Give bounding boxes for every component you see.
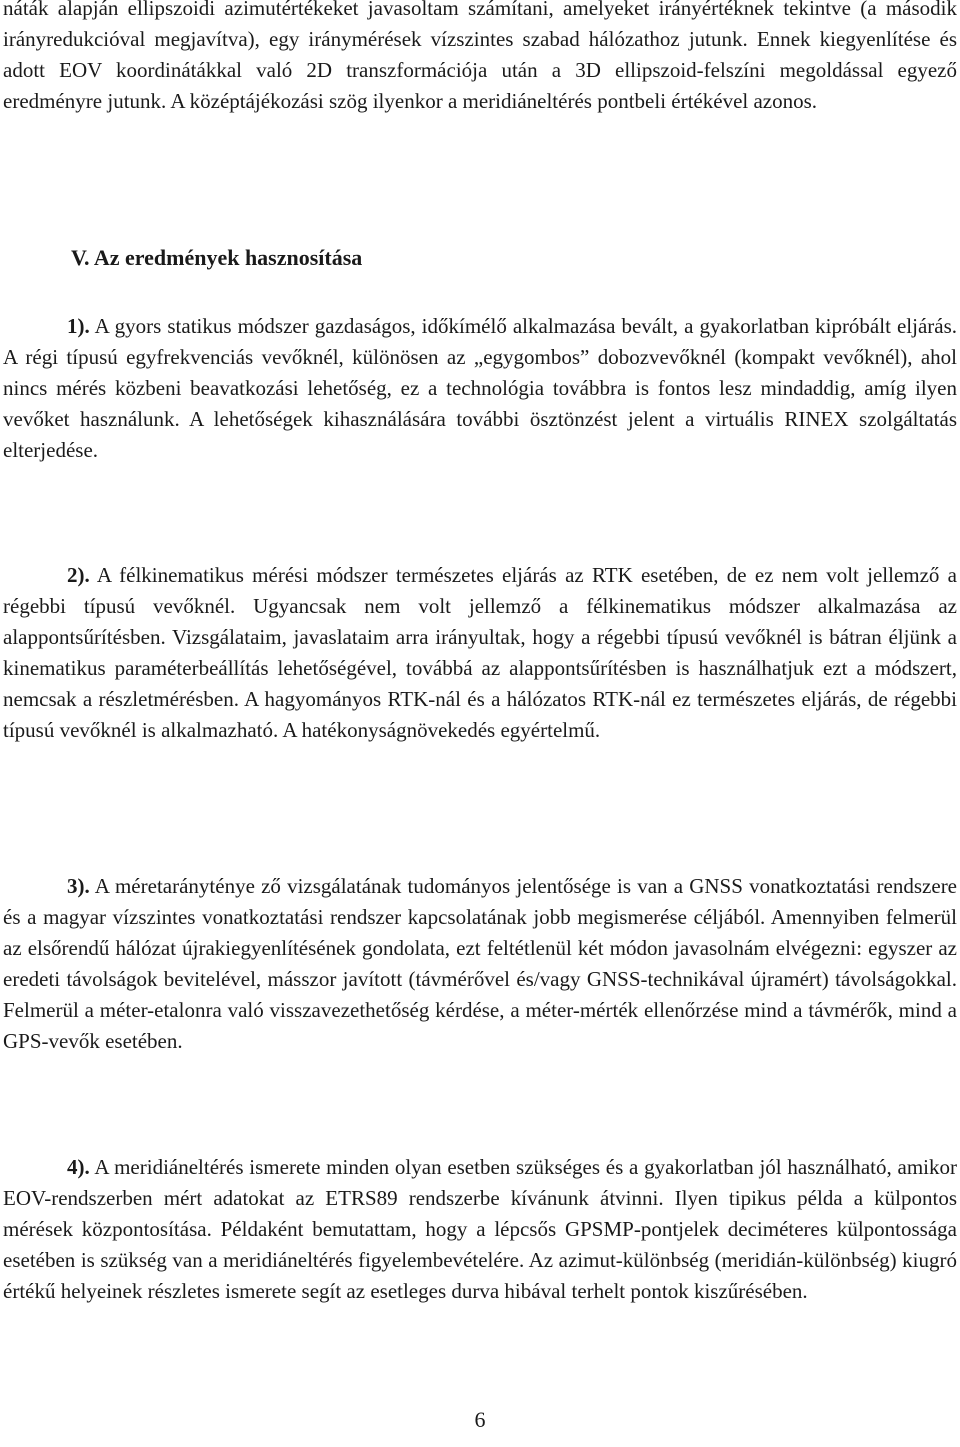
result-item-1-number: 1). [67,314,90,338]
result-item-1 [3,311,957,466]
result-item-3 [3,871,957,1057]
result-item-4 [3,1152,957,1307]
result-item-3-number: 3). [67,874,90,898]
result-item-3-text: A méretarányténye ző vizsgálatának tudományos jelentősége is van a GNSS vonatkoztatási rendszere és a magyar vízszintes vonatkoztatási rendszer kapcsolatának jobb megismerése céljából. Amennyiben felmerül az elsőrendű hálózat újrakiegyenlítésének gondolata, ezt feltétlenül két módon javasolnám elvégezni: egyszer az eredeti távolságok bevitelével, másszor javított (távmérővel és/vagy GNSS-technikával újramért) távolságokkal. Felmerül a méter-etalonra való visszavezethetőség kérdése, a méter-mérték ellenőrzése mind a távmérők, mind a GPS-vevők esetében. [3,874,958,1053]
result-item-2-text: A félkinematikus mérési módszer természetes eljárás az RTK esetében, de ez nem volt jellemző a régebbi típusú vevőknél. Ugyancsak nem volt jellemző a félkinematikus módszer alkalmazása az alappontsűrítésben. Vizsgálataim, javaslataim arra irányultak, hogy a régebbi típusú vevőknél is bátran éljünk a kinematikus paraméterbeállítás lehetőségével, továbbá az alappontsűrítésben is használhatjuk ezt a módszert, nemcsak a részletmérésben. A hagyományos RTK-nál és a hálózatos RTK-nál ez természetes eljárás, de régebbi típusú vevőknél is alkalmazható. A hatékonyságnövekedés egyértelmű. [3,563,958,742]
result-item-1-text: A gyors statikus módszer gazdaságos, időkímélő alkalmazása bevált, a gyakorlatban kipróbált eljárás. A régi típusú egyfrekvenciás vevőknél, különösen az „egygombos” dobozvevőknél (kompakt vevőknél), ahol nincs mérés közbeni beavatkozási lehetőség, ez a technológia továbbra is fontos lesz mindaddig, amíg ilyen vevőket használunk. A lehetőségek kihasználására további ösztönzést jelent a virtuális RINEX szolgáltatás elterjedése. [3,314,958,462]
page-number: 6 [474,1407,486,1432]
result-item-2 [3,560,957,746]
result-item-4-text: A meridiáneltérés ismerete minden olyan esetben szükséges és a gyakorlatban jól használható, amikor EOV-rendszerben mért adatokat az ETRS89 rendszerbe kívánunk átvinni. Ilyen tipikus példa a külpontos mérések központosítása. Példaként bemutattam, hogy a lépcsős GPSMP-pontjelek deciméteres külpontossága esetében is szükség van a meridiáneltérés figyelembevételére. Az azimut-különbség (meridián-különbség) kiugró értékű helyeinek részletes ismerete segít az esetleges durva hibával terhelt pontok kiszűrésében. [3,1155,957,1303]
result-item-2-number: 2). [67,563,90,587]
result-item-4-number: 4). [67,1155,90,1179]
section-heading: V. Az eredmények hasznosítása [71,245,363,270]
intro-paragraph: náták alapján ellipszoidi azimutértékeket javasoltam számítani, amelyeket irányértéknek tekintve (a második irányredukcióval megjavítva), egy iránymérések vízszintes szabad hálózathoz jutunk. Ennek kiegyenlítése és adott EOV koordinátákkal való 2D transzformációja után a 3D ellipszoid-felszíni megoldással egyező eredményre jutunk. A középtájékozási szög ilyenkor a meridiáneltérés pontbeli értékével azonos. [3,0,957,113]
